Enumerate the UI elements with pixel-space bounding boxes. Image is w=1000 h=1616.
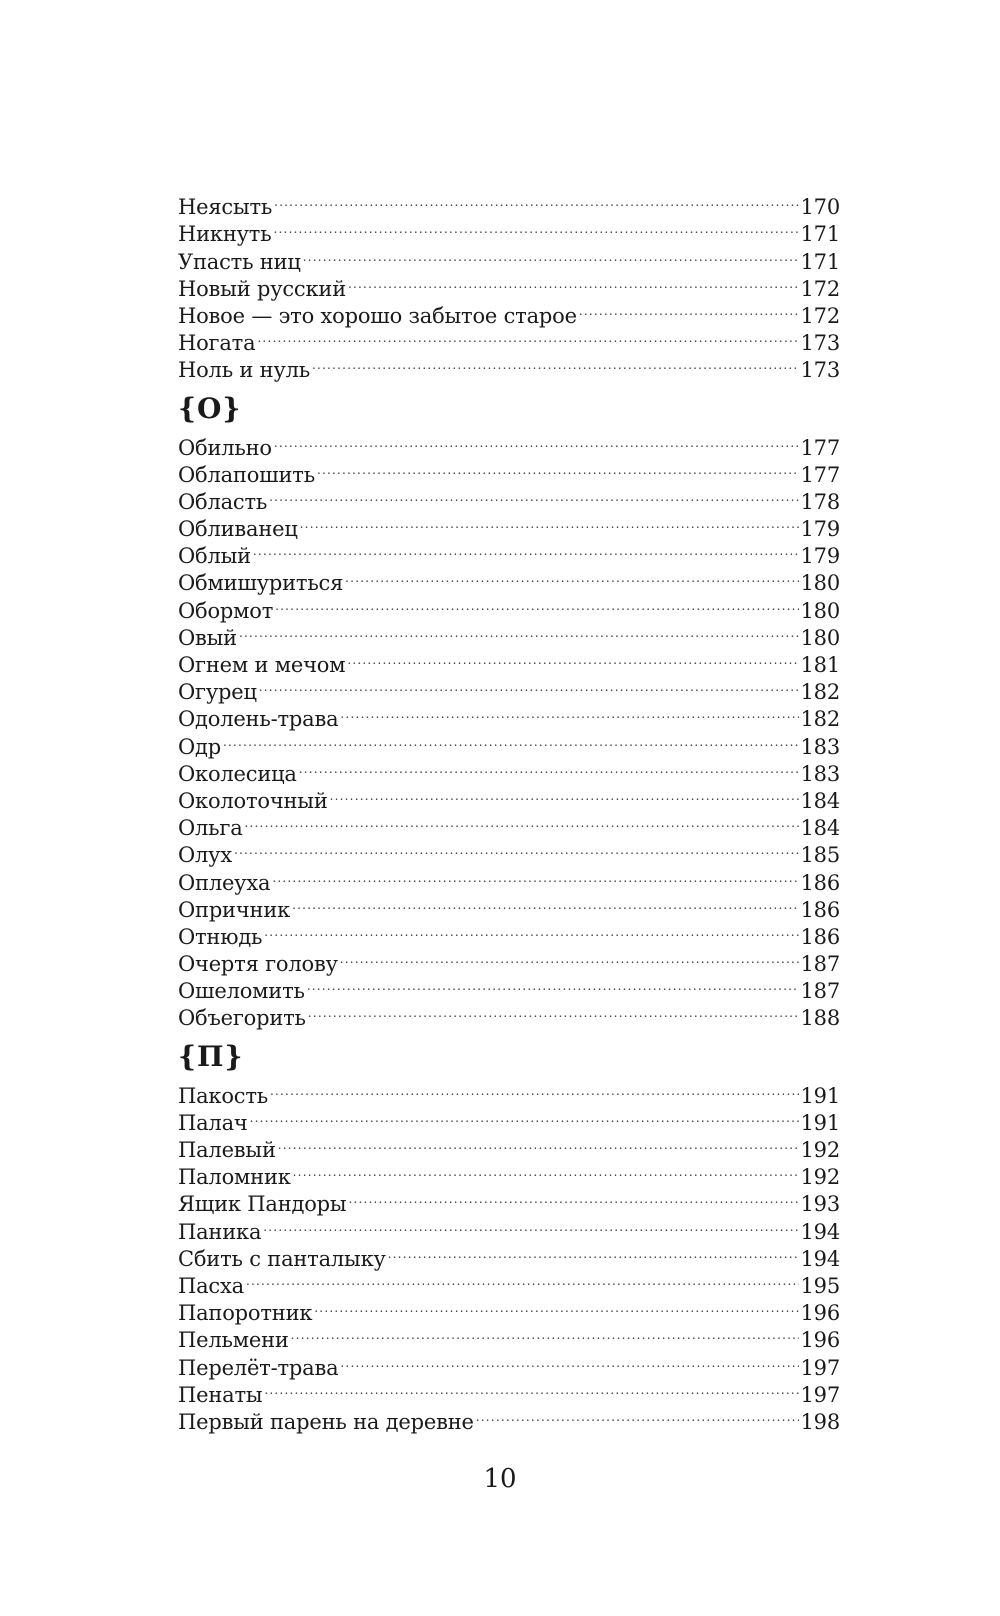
toc-entry-page: 182	[800, 707, 840, 732]
dot-leader	[250, 1103, 799, 1130]
toc-entry-title: Первый парень на деревне	[178, 1409, 474, 1434]
toc-entry-page: 194	[800, 1246, 840, 1271]
page-number: 10	[483, 1464, 517, 1494]
toc-entry-page: 177	[800, 435, 840, 460]
dot-leader	[270, 1075, 799, 1102]
toc-entry	[178, 536, 840, 569]
toc-entry	[178, 1375, 840, 1407]
toc-entry-page: 183	[800, 734, 840, 759]
toc-entry	[178, 1075, 840, 1108]
toc-entry-title: Ошеломить	[178, 979, 305, 1004]
toc-entry-page: 198	[800, 1409, 840, 1434]
toc-entry	[178, 1157, 840, 1190]
toc-entry-title: Пенаты	[178, 1382, 263, 1407]
dot-leader	[340, 1347, 798, 1374]
toc-entry	[178, 590, 840, 623]
toc-entry-title: Облый	[178, 544, 251, 569]
toc-entry-page: 173	[800, 358, 840, 383]
toc-entry-page: 171	[800, 222, 840, 247]
toc-entry-page: 173	[800, 331, 840, 356]
toc-entry-title: Паломник	[178, 1165, 291, 1190]
toc-entry-title: Одолень-трава	[178, 707, 339, 732]
toc-entry-title: Никнуть	[178, 222, 272, 247]
toc-entry-title: Огнем и мечом	[178, 653, 346, 677]
toc-entry	[178, 1266, 840, 1298]
toc-entry	[178, 1103, 840, 1135]
dot-leader	[269, 482, 798, 509]
toc-entry-page: 194	[800, 1219, 840, 1244]
dot-leader	[259, 672, 799, 699]
toc-entry-page: 193	[800, 1192, 840, 1217]
toc-entry-page: 187	[800, 979, 840, 1004]
toc-entry	[178, 214, 840, 247]
dot-leader	[345, 563, 798, 590]
dot-leader	[264, 1375, 798, 1402]
dot-leader	[307, 971, 799, 998]
toc-entry-title: Оплеуха	[178, 870, 271, 895]
toc-entry-page: 172	[800, 276, 840, 301]
dot-leader	[347, 645, 798, 672]
toc-entry	[178, 645, 840, 677]
toc-entry-title: Ногата	[178, 331, 256, 356]
toc-section	[178, 391, 840, 1031]
dot-leader	[312, 350, 799, 377]
toc-entry	[178, 944, 840, 977]
toc-entry	[178, 835, 840, 868]
toc-entry	[178, 672, 840, 705]
dot-leader	[253, 536, 799, 563]
toc-entry	[178, 241, 840, 274]
dot-leader	[300, 509, 799, 536]
toc-entry-page: 191	[800, 1083, 840, 1108]
toc-entry-title: Новое — это хорошо забытое старое	[178, 303, 577, 328]
toc-entry-title: Околоточный	[178, 788, 328, 813]
toc-entry-page: 178	[800, 489, 840, 514]
dot-leader	[579, 296, 799, 323]
toc-entry-title: Палевый	[178, 1138, 276, 1162]
toc-entry-title: Ноль и нуль	[178, 358, 311, 383]
toc-entry	[178, 1130, 840, 1162]
section-letter-heading: {П}	[178, 1040, 244, 1074]
toc-entry-title: Облапошить	[178, 462, 315, 487]
dot-leader	[292, 890, 798, 917]
toc-entry	[178, 754, 840, 786]
dot-leader	[348, 1184, 798, 1211]
toc-entry-title: Пакость	[178, 1083, 269, 1108]
toc-entry-page: 184	[800, 788, 840, 813]
toc-entry-page: 195	[800, 1273, 840, 1298]
toc-entry-page: 179	[800, 544, 840, 569]
toc-entry-page: 192	[800, 1165, 840, 1190]
toc-entry-title: Отнюдь	[178, 924, 263, 949]
toc-entry	[178, 1211, 840, 1244]
dot-leader	[274, 427, 799, 454]
toc-entry-title: Упасть ниц	[178, 249, 301, 274]
dot-leader	[293, 1157, 799, 1184]
toc-entry-page: 180	[800, 625, 840, 650]
dot-leader	[476, 1402, 799, 1429]
toc-entry-title: Палач	[178, 1110, 248, 1135]
toc-entry-title: Овый	[178, 625, 237, 650]
toc-entry-page: 182	[800, 680, 840, 705]
dot-leader	[303, 241, 799, 268]
toc-entry-title: Область	[178, 489, 268, 514]
toc-entry-page: 192	[800, 1138, 840, 1162]
dot-leader	[257, 323, 798, 350]
dot-leader	[273, 214, 798, 241]
dot-leader	[272, 862, 798, 889]
toc-entry-page: 188	[800, 1006, 840, 1031]
toc-entry-title: Сбить с панталыку	[178, 1246, 386, 1271]
toc-entry-title: Объегорить	[178, 1006, 306, 1031]
toc-entry	[178, 509, 840, 542]
dot-leader	[291, 1320, 799, 1347]
dot-leader	[274, 187, 798, 214]
dot-leader	[330, 781, 799, 808]
toc-entry-page: 171	[800, 249, 840, 274]
toc-entry-title: Папоротник	[178, 1301, 313, 1326]
toc-entry	[178, 323, 840, 356]
toc-entry	[178, 563, 840, 596]
toc-entry-page: 180	[800, 571, 840, 596]
toc-entry	[178, 187, 840, 220]
toc-entry-title: Околесица	[178, 761, 297, 786]
dot-leader	[263, 1211, 798, 1238]
dot-leader	[388, 1239, 799, 1266]
section-letter-heading: {О}	[178, 392, 242, 426]
toc-entry-page: 170	[800, 195, 840, 220]
toc-entry-title: Ольга	[178, 816, 243, 841]
toc-entry	[178, 699, 840, 732]
toc-section	[178, 187, 840, 383]
toc-entry-title: Одр	[178, 734, 221, 759]
toc-entry-page: 180	[800, 598, 840, 623]
toc-entry-page: 183	[800, 761, 840, 786]
toc-entry-title: Опричник	[178, 897, 291, 922]
toc-entry-title: Пасха	[178, 1273, 244, 1298]
toc-entry-page: 181	[800, 653, 840, 677]
toc-entry-title: Олух	[178, 843, 232, 868]
dot-leader	[348, 269, 799, 296]
toc-entry	[178, 1293, 840, 1326]
toc-entry-title: Обливанец	[178, 517, 298, 542]
toc-entry-page: 186	[800, 924, 840, 949]
toc-entry-title: Ящик Пандоры	[178, 1192, 347, 1217]
toc-entry-title: Паника	[178, 1219, 262, 1244]
dot-leader	[278, 1130, 799, 1157]
dot-leader	[275, 590, 798, 617]
toc-entry-page: 177	[800, 462, 840, 487]
toc-entry-title: Неясыть	[178, 195, 273, 220]
dot-leader	[245, 808, 799, 835]
toc-entry-page: 191	[800, 1110, 840, 1135]
toc-entry-page: 172	[800, 303, 840, 328]
toc-entry	[178, 808, 840, 841]
toc-entry-page: 197	[800, 1382, 840, 1407]
dot-leader	[340, 944, 799, 971]
toc-entry	[178, 455, 840, 487]
toc-entry	[178, 618, 840, 650]
toc-entry	[178, 862, 840, 895]
toc-entry-page: 197	[800, 1355, 840, 1380]
toc-entry-page: 196	[800, 1301, 840, 1326]
toc-entry	[178, 427, 840, 460]
table-of-contents	[178, 187, 840, 1434]
dot-leader	[234, 835, 799, 862]
toc-entry-title: Обмишуриться	[178, 571, 344, 596]
toc-section	[178, 1039, 840, 1434]
dot-leader	[340, 699, 798, 726]
dot-leader	[314, 1293, 798, 1320]
toc-entry-title: Обормот	[178, 598, 274, 623]
toc-entry-page: 185	[800, 843, 840, 868]
dot-leader	[317, 455, 799, 482]
toc-entry	[178, 726, 840, 759]
dot-leader	[264, 917, 798, 944]
dot-leader	[223, 726, 799, 753]
dot-leader	[299, 754, 799, 781]
toc-entry-title: Обильно	[178, 435, 272, 460]
toc-entry-page: 186	[800, 897, 840, 922]
toc-entry	[178, 890, 840, 922]
toc-entry-title: Перелёт-трава	[178, 1355, 339, 1380]
toc-entry	[178, 1402, 840, 1434]
toc-entry-title: Очертя голову	[178, 952, 338, 977]
toc-entry-page: 184	[800, 816, 840, 841]
toc-entry	[178, 917, 840, 949]
toc-entry-title: Новый русский	[178, 276, 347, 301]
dot-leader	[246, 1266, 799, 1293]
toc-entry-title: Огурец	[178, 680, 257, 705]
toc-entry-page: 196	[800, 1328, 840, 1353]
toc-entry-page: 187	[800, 952, 840, 977]
toc-entry-page: 186	[800, 870, 840, 895]
toc-entry	[178, 482, 840, 514]
dot-leader	[308, 998, 799, 1025]
toc-entry-title: Пельмени	[178, 1328, 289, 1353]
dot-leader	[239, 618, 799, 645]
toc-entry	[178, 350, 840, 383]
toc-entry	[178, 1239, 840, 1271]
toc-entry-page: 179	[800, 517, 840, 542]
